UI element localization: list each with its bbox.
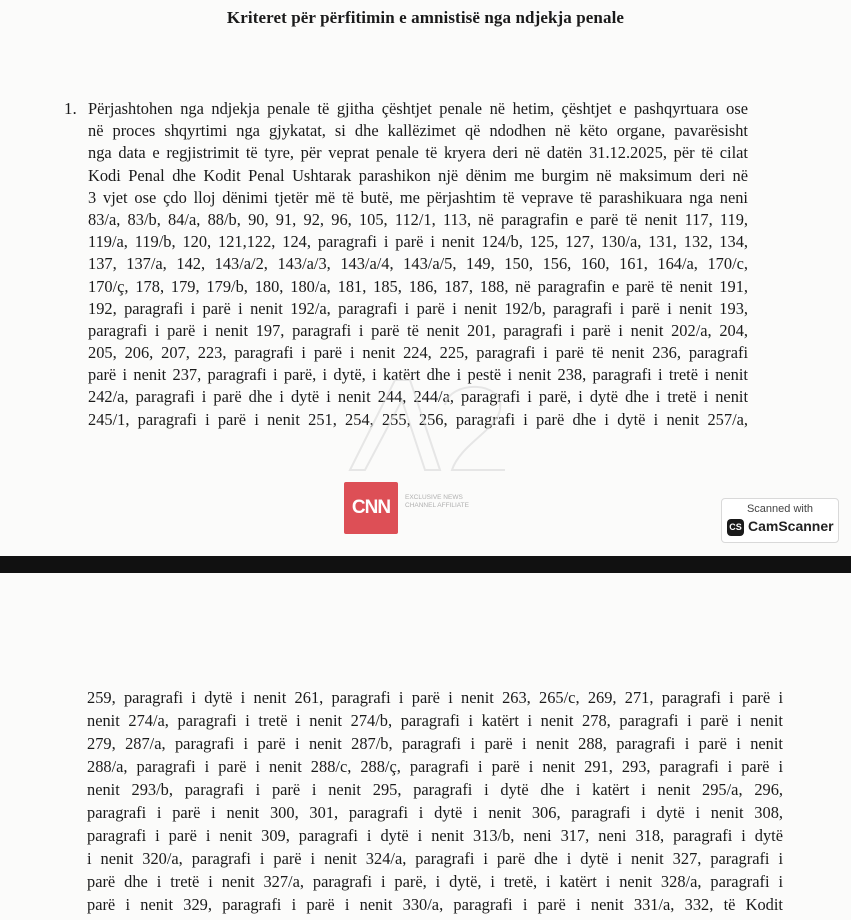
text-line: 192, paragrafi i parë i nenit 192/a, paragrafi i parë i nenit 192/b, paragrafi i parë i nenit 193, [88,298,748,318]
text-line: 205, 206, 207, 223, paragrafi i parë i nenit 224, 225, paragrafi i parë të nenit 236, paragrafi [88,343,748,363]
camscanner-name: CamScanner [748,518,834,534]
text-line: 288/a, paragrafi i parë i nenit 288/c, 288/ç, paragrafi i parë i nenit 291, 293, paragrafi i parë i [87,757,783,776]
text-line: parë i nenit 237, paragrafi i parë, i dytë, i katërt dhe i pestë i nenit 238, paragrafi i tretë i nenit [88,365,748,385]
text-line: në proces shqyrtimi nga gjykatat, si dhe kallëzimet që ndodhen në këto organe, pavarësisht [88,121,748,141]
text-line: Kodi Penal dhe Kodit Penal Ushtarak parashikon një dënim me burgim në maksimum deri në [88,165,748,185]
text-line: paragrafi i parë i nenit 197, paragrafi i parë të nenit 201, paragrafi i parë i nenit 202/a, 204, [88,320,748,340]
cnn-logo: CNN [344,482,398,534]
text-line: 242/a, paragrafi i parë dhe i dytë i nenit 244, 244/a, paragrafi i parë, i dytë dhe i tretë i nenit [88,387,748,407]
camscanner-icon: CS [727,519,744,536]
text-line: 245/1, paragrafi i parë i nenit 251, 254, 255, 256, paragrafi i parë dhe i dytë i nenit 257/a, [88,409,748,429]
text-line: 83/a, 83/b, 84/a, 88/b, 90, 91, 92, 96, 105, 112/1, 113, në paragrafin e parë të nenit 117, 119, [88,209,748,229]
camscanner-badge [721,498,839,543]
text-line: 279, 287/a, paragrafi i parë i nenit 287/b, paragrafi i parë i nenit 288, paragrafi i parë i nenit [87,734,783,753]
list-item-number: 1. [64,99,77,118]
text-line: Përjashtohen nga ndjekja penale të gjitha çështjet penale në hetim, çështjet e pashqyrtuara ose [88,99,748,118]
scanned-with-label: Scanned with [746,503,814,515]
text-line: 170/ç, 178, 179, 179/b, 180, 180/a, 181, 185, 186, 187, 188, në paragrafin e parë të nenit 191, [88,276,748,296]
text-line: 137, 137/a, 142, 143/a/2, 143/a/3, 143/a/4, 143/a/5, 149, 150, 156, 160, 161, 164/a, 170/c, [88,254,748,274]
document-page-2 [0,573,851,920]
text-line: parë dhe i tretë i nenit 327/a, paragrafi i parë, i dytë, i tretë, i katërt i nenit 328/a, paragrafi i [87,872,783,891]
document-title: Kriteret për përfitimin e amnistisë nga ndjekja penale [226,8,625,27]
text-line: paragrafi i parë i nenit 309, paragrafi i dytë i nenit 313/b, neni 317, neni 318, paragrafi i dytë [87,826,783,845]
cnn-caption: EXCLUSIVE NEWS CHANNEL AFFILIATE [405,494,469,509]
text-line: nga data e regjistrimit të tyre, për veprat penale të kryera deri në datën 31.12.2025, për të cilat [88,143,748,163]
a2-watermark-logo [340,370,515,480]
text-line: 119/a, 119/b, 120, 121,122, 124, paragrafi i parë i nenit 124/b, 125, 127, 130/a, 131, 132, 134, [88,232,748,252]
text-line: nenit 274/a, paragrafi i tretë i nenit 274/b, paragrafi i katërt i nenit 278, paragrafi i parë i nenit [87,711,783,730]
page-separator [0,556,851,573]
paragraph-page-2 [87,686,783,916]
text-line: parë i nenit 329, paragrafi i parë i nenit 330/a, paragrafi i parë i nenit 331/a, 332, të Kodit [87,895,783,914]
text-line: paragrafi i parë i nenit 300, 301, paragrafi i dytë i nenit 306, paragrafi i dytë i nenit 308, [87,803,783,822]
text-line: 3 vjet ose çdo lloj dënimi tjetër më të butë, me përjashtim të veprave të parashikuara nga neni [88,187,748,207]
text-line: nenit 293/b, paragrafi i parë i nenit 295, paragrafi i dytë dhe i katërt i nenit 295/a, 296, [87,780,783,799]
text-line: 259, paragrafi i dytë i nenit 261, paragrafi i parë i nenit 263, 265/c, 269, 271, paragrafi i parë i [87,688,783,707]
text-line: i nenit 320/a, paragrafi i parë i nenit 324/a, paragrafi i parë dhe i dytë i nenit 327, paragrafi i [87,849,783,868]
